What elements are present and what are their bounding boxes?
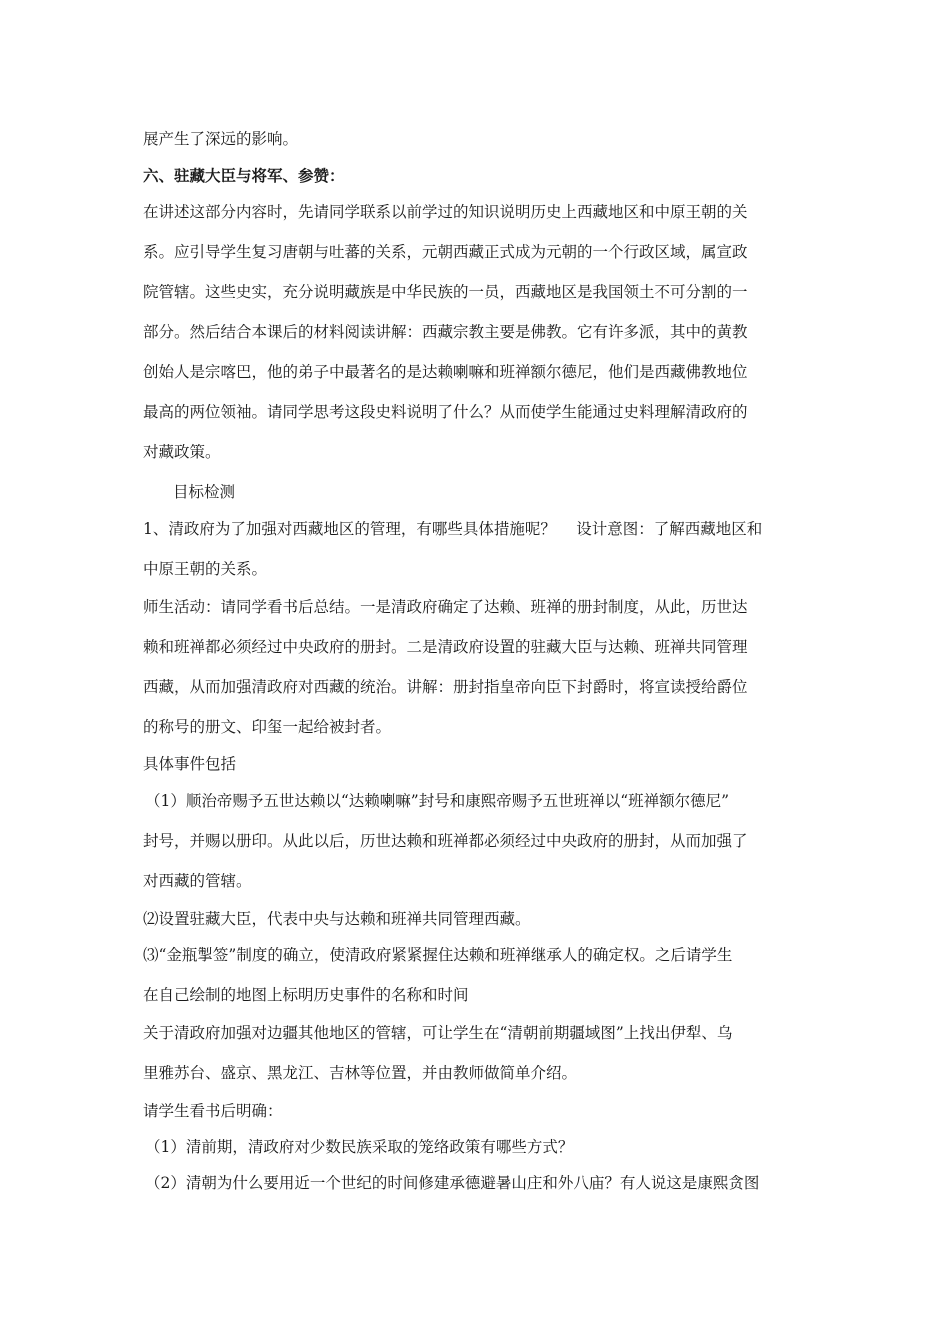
question-line: 1、清政府为了加强对西藏地区的管理，有哪些具体措施呢？ 设计意图：了解西藏地区和 (143, 520, 763, 538)
text-line: 对藏政策。 (143, 443, 221, 461)
text-line: 封号，并赐以册印。从此以后，历世达赖和班禅都必须经过中央政府的册封，从而加强了 (143, 832, 748, 850)
text-line: 创始人是宗喀巴，他的弟子中最著名的是达赖喇嘛和班禅额尔德尼，他们是西藏佛教地位 (143, 363, 748, 381)
text-line: 师生活动：请同学看书后总结。一是清政府确定了达赖、班禅的册封制度，从此，历世达 (143, 598, 748, 616)
text-line: 请学生看书后明确： (143, 1102, 283, 1120)
text-line: 西藏，从而加强清政府对西藏的统治。讲解：册封指皇帝向臣下封爵时，将宣读授给爵位 (143, 678, 748, 696)
text-line: 中原王朝的关系。 (143, 560, 268, 578)
text-line: 展产生了深远的影响。 (143, 130, 299, 148)
text-line: 系。应引导学生复习唐朝与吐蕃的关系，元朝西藏正式成为元朝的一个行政区域，属宣政 (143, 243, 748, 261)
text-line: 的称号的册文、印玺一起给被封者。 (143, 718, 392, 736)
list-item: （1）顺治帝赐予五世达赖以“达赖喇嘛”封号和康熙帝赐予五世班禅以“班禅额尔德尼” (145, 792, 730, 810)
list-item: ⑵设置驻藏大臣，代表中央与达赖和班禅共同管理西藏。 (143, 910, 531, 928)
text-line: 赖和班禅都必须经过中央政府的册封。二是清政府设置的驻藏大臣与达赖、班禅共同管理 (143, 638, 748, 656)
list-item: （2）清朝为什么要用近一个世纪的时间修建承德避暑山庄和外八庙？有人说这是康熙贪图 (145, 1174, 760, 1192)
text-line: 部分。然后结合本课后的材料阅读讲解：西藏宗教主要是佛教。它有许多派，其中的黄教 (143, 323, 748, 341)
text-line: 在讲述这部分内容时，先请同学联系以前学过的知识说明历史上西藏地区和中原王朝的关 (143, 203, 748, 221)
text-line: 对西藏的管辖。 (143, 872, 252, 890)
section-heading: 六、驻藏大臣与将军、参赞： (143, 166, 345, 185)
list-item: ⑶“金瓶掣签”制度的确立，使清政府紧紧握住达赖和班禅继承人的确定权。之后请学生 (143, 946, 733, 964)
text-line: 在自己绘制的地图上标明历史事件的名称和时间 (143, 986, 469, 1004)
text-line: 最高的两位领袖。请同学思考这段史料说明了什么？从而使学生能通过史料理解清政府的 (143, 403, 748, 421)
subheading-goal-check: 目标检测 (173, 483, 236, 501)
text-line: 里雅苏台、盛京、黑龙江、吉林等位置，并由教师做简单介绍。 (143, 1064, 578, 1082)
text-line: 具体事件包括 (143, 755, 237, 773)
text-line: 关于清政府加强对边疆其他地区的管辖，可让学生在“清朝前期疆域图”上找出伊犁、乌 (143, 1024, 733, 1042)
text-line: 院管辖。这些史实，充分说明藏族是中华民族的一员，西藏地区是我国领土不可分割的一 (143, 283, 748, 301)
list-item: （1）清前期，清政府对少数民族采取的笼络政策有哪些方式？ (145, 1138, 574, 1156)
